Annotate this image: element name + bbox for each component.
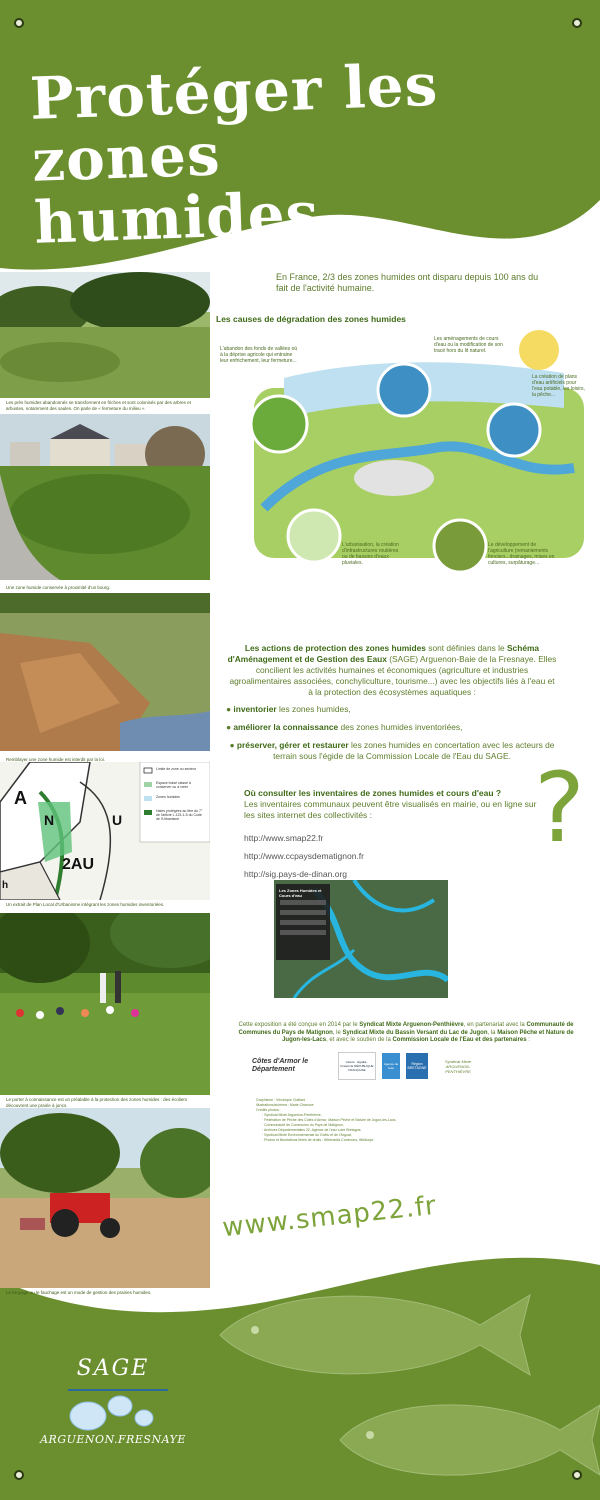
question-mark-icon: ?: [534, 752, 585, 864]
credit-line: · Photos et illustrations libres de droits : Wikimedia Commons, Wikiloopr.: [262, 1138, 375, 1142]
plu-legend-3: Zones humides: [156, 795, 180, 799]
caption-ecoliers: Le porter à connaissance est un préalable à la protection des zones humides : des écoliers découvrent une prairie à joncs.: [6, 1097, 188, 1108]
caption-plu: Un extrait de Plan Local d'Urbanisme intégrant les zones humides inventoriées.: [6, 902, 165, 907]
logo-cotes-armor: Côtes d'Armor le Département: [252, 1058, 309, 1073]
mounting-hole-top-right: [572, 18, 582, 28]
cause-label-plans-eau: La création de plans d'eau artificiels pour l'eau potable, les loisirs, la pêche...: [532, 374, 585, 398]
actions-item: ● préserver, gérer et restaurer les zones humides en concertation avec les acteurs de terrain sous l'égide de la Commission Locale de l'Eau du SAGE.: [229, 740, 555, 761]
credit-line: Graphisme : Véronique Guillard: [256, 1098, 306, 1102]
mounting-hole-bottom-left: [14, 1470, 24, 1480]
credits-part: , et avec le soutien de la: [326, 1037, 393, 1043]
photo-bourg: [0, 414, 210, 580]
logo-agence-eau: Agence de l'eau: [382, 1053, 400, 1079]
partner-logos: [252, 1052, 482, 1080]
caption-remblai: Remblayer une zone humide est interdit par la loi.: [6, 757, 106, 762]
plu-label-n: N: [44, 812, 55, 828]
actions-item-text: des zones humides inventoriées,: [338, 722, 463, 732]
actions-lead: Les actions de protection des zones humides: [244, 643, 426, 653]
plu-legend-1: Limite de zone ou secteur: [156, 767, 197, 771]
credits-bold: Communauté de Communes du Pays de Matignon: [238, 1022, 574, 1036]
caption-bourg: Une zone humide conservée à proximité d'un bourg.: [6, 585, 111, 590]
plu-label-2au: 2AU: [62, 856, 95, 873]
cause-label-abandon: L'abandon des fonds de vallées où à la déprise agricole qui entraine leur enfrichement, leur fermeture...: [220, 346, 298, 364]
poster-title: [28, 48, 600, 257]
plu-label-a: A: [14, 788, 27, 808]
caption-friche: Les près humides abandonnés se transforment en friches et sont colonisés par des arbres et arbustes, notamment des saules. On parle de « fermeture du milieu ».: [6, 400, 191, 411]
photo-remblai: [0, 593, 210, 751]
actions-rest: (SAGE) Arguenon-Baie de la Fresnaye. Elles concilient les activités humaines et économiques (agriculture et industries agroalimentaires associées, conchyliculture, tourisme...) avec les objectifs liés à l'eau et à la protection des écosystèmes aquatiques :: [229, 654, 557, 697]
plu-map: [0, 762, 210, 900]
plu-label-h: h: [2, 880, 9, 891]
photo-friche: [0, 272, 210, 398]
credits-part: , en partenariat avec la: [463, 1022, 527, 1028]
credits-bold: Syndicat Mixte du Bassin Versant du Lac de Jugon: [342, 1029, 488, 1036]
caption-tracteur: Le broyage ou le fauchage est un mode de gestion des prairies humides.: [6, 1290, 152, 1295]
plu-legend-2: Espace boisé classé à conserver ou à créer: [156, 781, 191, 789]
link-pays-de-dinan[interactable]: http://sig.pays-de-dinan.org: [244, 869, 348, 879]
water-drops-icon: [68, 1384, 168, 1434]
credits-part: :: [526, 1037, 530, 1043]
cause-label-amenagement: Les aménagements de cours d'eau ou la modification de son tracé hors du lit naturel.: [434, 336, 503, 354]
cause-label-agriculture: Le développement de l'agriculture (remaniements fonciers...drainages, mises en cultures, surpâturage...: [488, 542, 555, 566]
actions-item-bold: préserver, gérer et restaurer: [236, 740, 349, 750]
actions-list: [226, 704, 558, 762]
credits-bold: Maison Pêche et Nature de Jugon-les-Lacs: [282, 1029, 574, 1043]
credits-part: Cette exposition a été conçue en 2014 par le: [238, 1022, 360, 1028]
credit-line: · Fédération de Pêche des Côtes d'Armor, Maison Pêche et Nature de Jugon-les-Lacs,: [262, 1118, 397, 1122]
website-url[interactable]: www.smap22.fr: [221, 1190, 439, 1244]
credits-bold: Syndicat Mixte Arguenon-Penthièvre: [359, 1022, 464, 1028]
causes-title: Les causes de dégradation des zones humides: [216, 314, 406, 324]
link-smap22[interactable]: http://www.smap22.fr: [244, 833, 324, 843]
credit-line: · Syndicat Mixte Arguenon-Penthièvre,: [262, 1113, 322, 1117]
actions-item-text: les zones humides en concertation avec les acteurs de terrain sous l'égide de la Commission Locale de l'Eau du SAGE.: [273, 740, 555, 761]
fish-decoration-2: [330, 1385, 600, 1485]
cause-label-urbanisation: L'urbanisation, la création d'infrastructures routières ou de bassins d'eaux pluviales.: [342, 542, 399, 566]
gis-panel-title: Les Zones Humides et Cours d'eau: [279, 888, 322, 898]
logo-bretagne: Région BRETAGNE: [406, 1053, 428, 1079]
credit-line: · Communauté de Communes du Pays de Matignon,: [262, 1123, 344, 1127]
actions-item: ● inventorier les zones humides,: [226, 704, 351, 714]
plu-legend-4: Haies protégées au titre du 7° de l'article L.123-1-5 du Code de l'Urbanisme: [156, 809, 203, 821]
sage-logo-bottom: ARGUENON.FRESNAYE: [40, 1433, 186, 1446]
intro-text: En France, 2/3 des zones humides ont disparu depuis 100 ans du fait de l'activité humaine.: [276, 272, 539, 293]
actions-intro: [226, 643, 558, 698]
credits-bold: Commission Locale de l'Eau et des partenaires: [392, 1037, 527, 1043]
actions-item-bold: améliorer la connaissance: [233, 722, 339, 732]
actions-lead-text: sont définies dans le: [425, 643, 507, 653]
sage-logo: [28, 1356, 198, 1446]
credit-line: Illustrations/schéma : Marie Chanove: [256, 1103, 314, 1107]
actions-item-bold: inventorier: [233, 704, 277, 714]
title-line-2: humides: [33, 178, 321, 257]
sage-logo-top: SAGE: [76, 1356, 150, 1381]
plu-label-u: U: [112, 812, 123, 828]
logo-syndicat-mixte: Syndicat Mixte ARGUENON-PENTHIÈVRE: [444, 1058, 471, 1074]
gis-map-screenshot: [274, 880, 448, 998]
consult-text: Les inventaires communaux peuvent être visualisés en mairie, ou en ligne sur les sites internet des collectivités :: [244, 799, 537, 820]
credits-part: , la: [487, 1029, 498, 1036]
credit-line: · Archives Départementales 22, Agence de l'eau Loire Bretagne,: [262, 1128, 362, 1132]
actions-sage: Schéma d'Aménagement et de Gestion des Eaux: [227, 643, 540, 664]
fish-decoration-1: [210, 1275, 540, 1385]
consult-block: [244, 788, 544, 887]
actions-block: [226, 643, 558, 769]
consult-links: [244, 833, 544, 880]
consult-question: Où consulter les inventaires de zones humides et cours d'eau ?: [244, 788, 502, 798]
photo-credits: [256, 1098, 436, 1143]
title-line-1: Protéger les zones: [28, 50, 440, 195]
mounting-hole-top-left: [14, 18, 24, 28]
credits-part: , le: [332, 1029, 343, 1036]
photo-tracteur: [0, 1108, 210, 1288]
credits-text: [228, 1022, 584, 1045]
photo-ecoliers: [0, 913, 210, 1095]
actions-item: ● améliorer la connaissance des zones humides inventoriées,: [226, 722, 463, 732]
link-ccpaysdematignon[interactable]: http://www.ccpaysdematignon.fr: [244, 851, 365, 861]
causes-illustration: [220, 328, 585, 576]
credit-line: Crédits photos :: [256, 1108, 281, 1112]
logo-republique: Liberté · Égalité · Fraternité RÉPUBLIQUE FRANÇAISE: [338, 1052, 376, 1080]
actions-item-text: les zones humides,: [276, 704, 351, 714]
credit-line: · Syndicat Mixte Environnemental du Goëlo et de l'Argoat,: [262, 1133, 352, 1137]
